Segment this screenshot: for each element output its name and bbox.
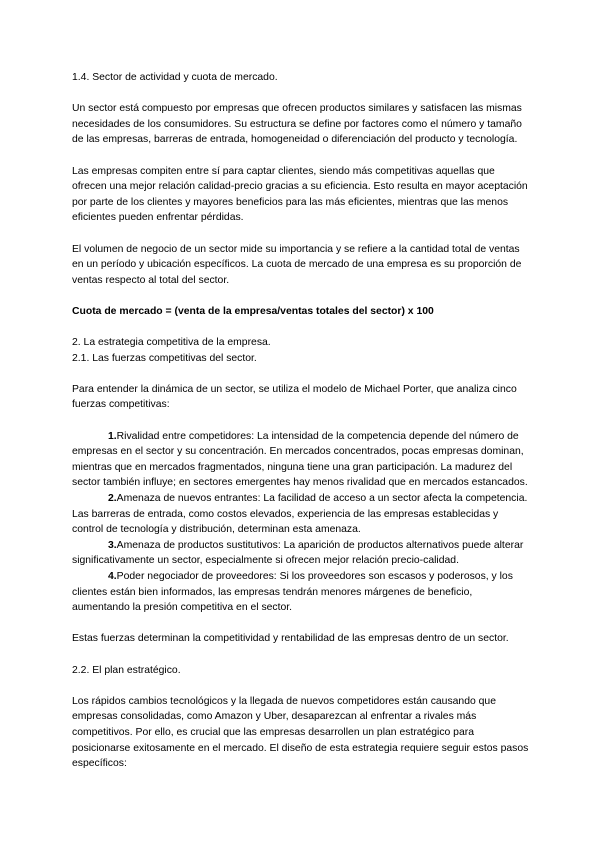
paragraph-fuerzas: Estas fuerzas determinan la competitividad y rentabilidad de las empresas dentro de un sector.: [72, 633, 509, 645]
force-number: 3.: [108, 539, 117, 551]
paragraph-sector: Un sector está compuesto por empresas que ofrecen productos similares y satisfacen las mismas necesidades de los consumidores. Su estructura se define por factores como el número y tamaño de las empresas, barreras de entrada, homogeneidad o diferenciación del producto y tecnología.: [72, 103, 522, 146]
force-item: [72, 429, 530, 491]
force-number: 1.: [108, 430, 117, 442]
force-text: Amenaza de nuevos entrantes: La facilidad de acceso a un sector afecta la competencia. Las barreras de entrada, como costos elevados, experiencia de las empresas establecidas y control de tecnología y distribución, determinan esta amenaza.: [72, 493, 528, 536]
paragraph-porter: Para entender la dinámica de un sector, se utiliza el modelo de Michael Porter, que analiza cinco fuerzas competitivas:: [72, 383, 517, 411]
section-heading-2-2: 2.2. El plan estratégico.: [72, 664, 181, 676]
section-heading-2-1: 2.1. Las fuerzas competitivas del sector.: [72, 352, 257, 364]
forces-list: [72, 429, 530, 616]
force-number: 2.: [108, 493, 117, 505]
force-text: Rivalidad entre competidores: La intensidad de la competencia depende del número de empresas en el sector y su concentración. En mercados concentrados, pocas empresas dominan, mientras que en mercados fragmentados, ninguna tiene una gran participación. La madurez del sector también influye; en sectores emergentes hay menos rivalidad que en mercados estancados.: [72, 430, 528, 489]
section-heading-1-4: 1.4. Sector de actividad y cuota de mercado.: [72, 72, 278, 83]
force-text: Poder negociador de proveedores: Si los proveedores son escasos y poderosos, y los clientes están bien informados, las empresas tendrán menores márgenes de beneficio, aumentando la presión competitiva en el sector.: [72, 571, 513, 614]
document-body: [72, 70, 530, 772]
force-item: [72, 538, 530, 569]
force-item: [72, 569, 530, 616]
paragraph-volumen: El volumen de negocio de un sector mide su importancia y se refiere a la cantidad total de ventas en un período y ubicación específicos. La cuota de mercado de una empresa es su proporción de ventas respecto al total del sector.: [72, 243, 522, 286]
force-item: [72, 491, 530, 538]
section-heading-2: 2. La estrategia competitiva de la empresa.: [72, 337, 271, 349]
paragraph-plan: Los rápidos cambios tecnológicos y la llegada de nuevos competidores están causando que empresas consolidadas, como Amazon y Uber, desaparezcan al enfrentar a rivales más competitivos. Por ello, es crucial que las empresas desarrollen un plan estratégico para posicionarse exitosamente en el mercado. El diseño de esta estrategia requiere seguir estos pasos específicos:: [72, 695, 529, 770]
formula-cuota-mercado: Cuota de mercado = (venta de la empresa/ventas totales del sector) x 100: [72, 305, 434, 317]
force-number: 4.: [108, 571, 117, 582]
paragraph-competencia: Las empresas compiten entre sí para captar clientes, siendo más competitivas aquellas que ofrecen una mejor relación calidad-precio gracias a su eficiencia. Esto resulta en mayor aceptación por parte de los clientes y mayores beneficios para las más eficientes, mientras que las menos eficientes pueden enfrentar pérdidas.: [72, 165, 528, 224]
force-text: Amenaza de productos sustitutivos: La aparición de productos alternativos puede alterar significativamente un sector, especialmente si ofrecen mejor relación precio-calidad.: [72, 539, 524, 567]
